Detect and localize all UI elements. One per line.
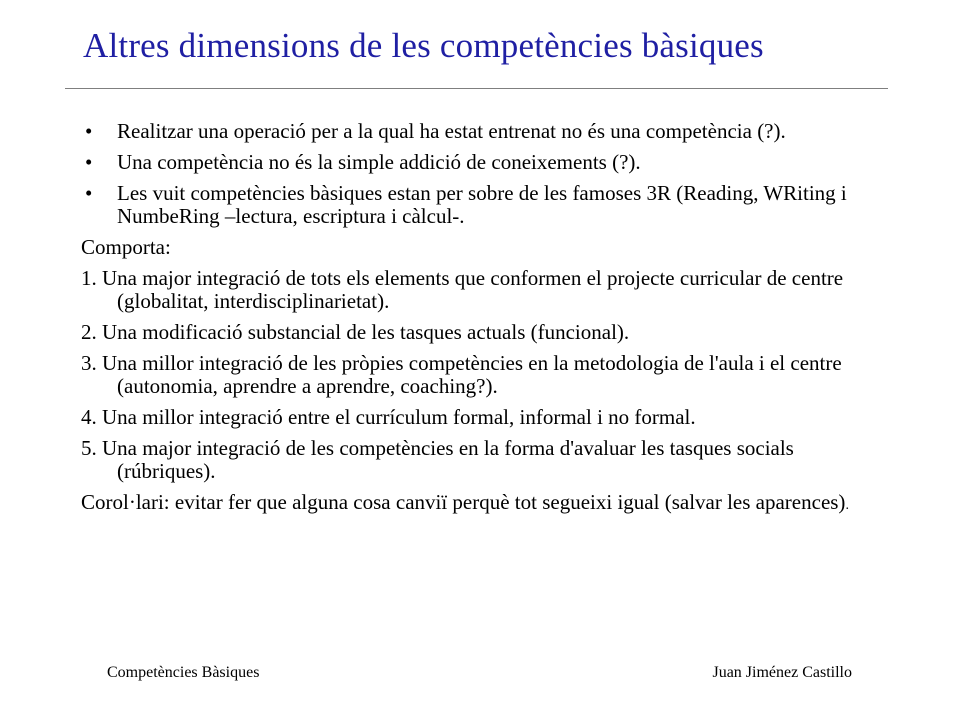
bullet-marker: • [85,150,93,174]
numbered-item: 3. Una millor integració de les pròpies competències en la metodologia de l'aula i el centre (autonomia, aprendre a aprendre, coaching?). [81,351,842,398]
bullet-item [81,151,891,174]
bullet-text: Realitzar una operació per a la qual ha estat entrenat no és una competència (?). [117,119,786,143]
comporta-label: Comporta: [81,235,171,259]
slide-body [81,120,891,525]
corollary-text: Corol·lari: evitar fer que alguna cosa canviï perquè tot segueixi igual (salvar les aparences) [81,490,846,514]
footer-right: Juan Jiménez Castillo [712,664,852,681]
bullet-item [81,182,891,228]
bullet-item [81,120,891,143]
title-divider [65,88,888,89]
footer-left: Competències Bàsiques [107,664,260,681]
numbered-item: 1. Una major integració de tots els elements que conformen el projecte curricular de centre (globalitat, interdisciplinarietat). [81,266,844,313]
bullet-text: Les vuit competències bàsiques estan per sobre de les famoses 3R (Reading, WRiting i NumbeRing –lectura, escriptura i càlcul-. [117,181,847,228]
bullet-text: Una competència no és la simple addició de coneixements (?). [117,150,641,174]
slide-title: Altres dimensions de les competències bàsiques [83,26,764,65]
numbered-item: 4. Una millor integració entre el currículum formal, informal i no formal. [81,405,696,429]
bullet-marker: • [85,181,93,205]
corollary-end-mark: . [845,498,849,513]
corollary [81,491,891,517]
numbered-item: 5. Una major integració de les competències en la forma d'avaluar les tasques socials (rúbriques). [81,436,794,483]
numbered-item: 2. Una modificació substancial de les tasques actuals (funcional). [81,320,630,344]
bullet-marker: • [85,119,93,143]
